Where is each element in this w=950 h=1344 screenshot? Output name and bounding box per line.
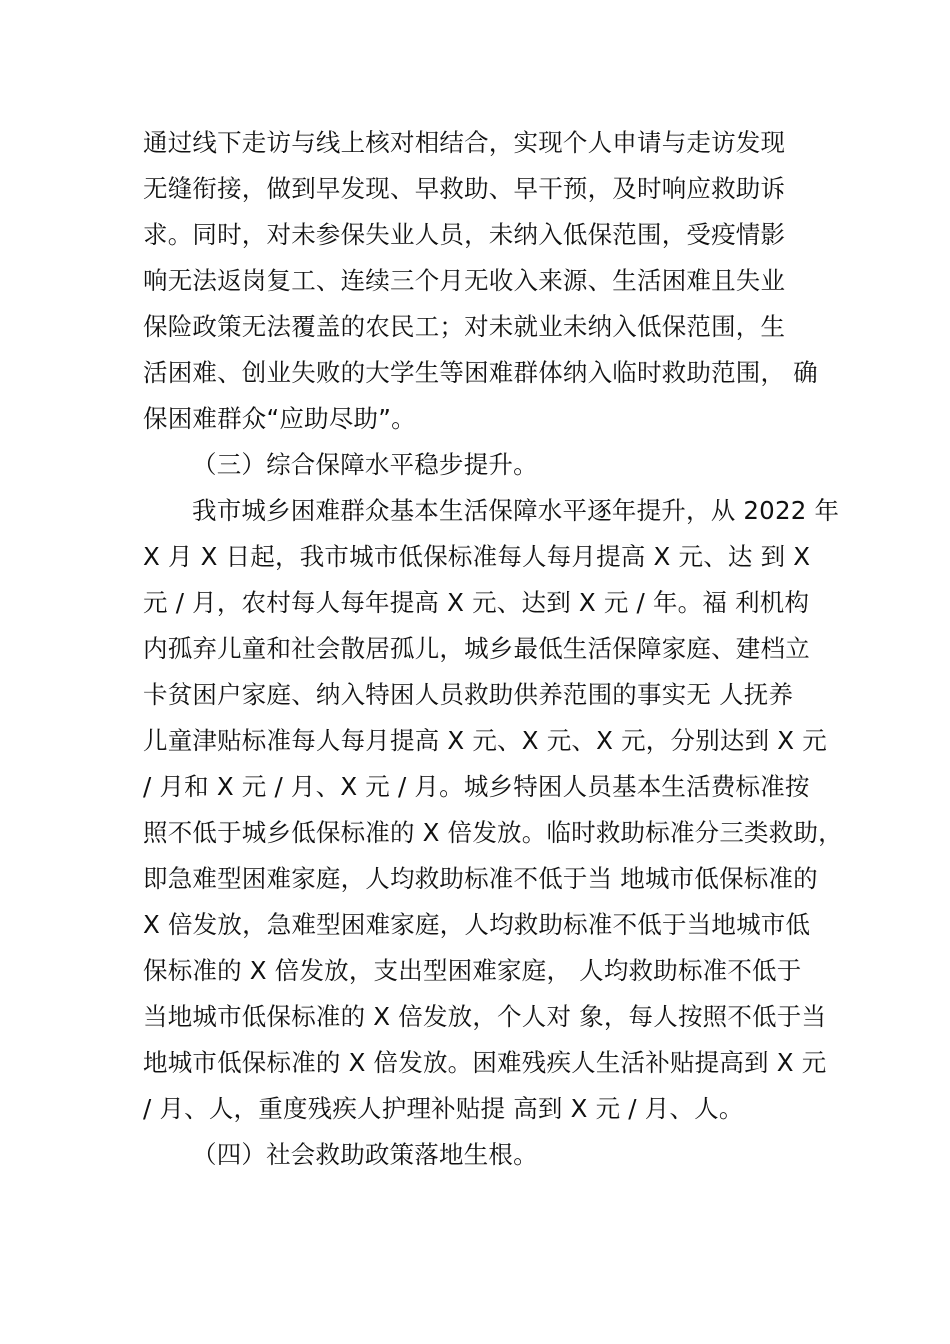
- text-line: X 月 X 日起，我市城市低保标准每人每月提高 X 元、达 到 X: [143, 542, 811, 571]
- section-heading-3: （三）综合保障水平稳步提升。: [192, 450, 538, 479]
- text-line: 保险政策无法覆盖的农民工；对未就业未纳入低保范围，生: [143, 312, 786, 341]
- text-line: 地城市低保标准的 X 倍发放。困难残疾人生活补贴提高到 X 元: [143, 1048, 827, 1077]
- text-line: 照不低于城乡低保标准的 X 倍发放。临时救助标准分三类救助，: [143, 818, 843, 847]
- paragraph-start: 我市城乡困难群众基本生活保障水平逐年提升，从 2022 年: [192, 496, 840, 525]
- text-line: 保困难群众“应助尽助”。: [143, 404, 416, 433]
- text-line: 当地城市低保标准的 X 倍发放，个人对 象，每人按照不低于当: [143, 1002, 827, 1031]
- text-line: 通过线下走访与线上核对相结合，实现个人申请与走访发现: [143, 128, 786, 157]
- section-heading-4: （四）社会救助政策落地生根。: [192, 1140, 538, 1169]
- text-line: 儿童津贴标准每人每月提高 X 元、X 元、X 元，分别达到 X 元: [143, 726, 827, 755]
- text-line: 求。同时，对未参保失业人员，未纳入低保范围，受疫情影: [143, 220, 786, 249]
- text-line: / 月、人，重度残疾人护理补贴提 高到 X 元 / 月、人。: [143, 1094, 744, 1123]
- text-line: 内孤弃儿童和社会散居孤儿，城乡最低生活保障家庭、建档立: [143, 634, 810, 663]
- text-line: 响无法返岗复工、连续三个月无收入来源、生活困难且失业: [143, 266, 786, 295]
- text-line: / 月和 X 元 / 月、X 元 / 月。城乡特困人员基本生活费标准按: [143, 772, 810, 801]
- text-line: 元 / 月，农村每人每年提高 X 元、达到 X 元 / 年。福 利机构: [143, 588, 810, 617]
- body-text: [143, 120, 843, 1178]
- text-line: 卡贫困户家庭、纳入特困人员救助供养范围的事实无 人抚养: [143, 680, 794, 709]
- text-line: 活困难、创业失败的大学生等困难群体纳入临时救助范围， 确: [143, 358, 818, 387]
- text-line: 无缝衔接，做到早发现、早救助、早干预，及时响应救助诉: [143, 174, 786, 203]
- text-line: X 倍发放，急难型困难家庭，人均救助标准不低于当地城市低: [143, 910, 811, 939]
- text-line: 即急难型困难家庭，人均救助标准不低于当 地城市低保标准的: [143, 864, 818, 893]
- text-line: 保标准的 X 倍发放，支出型困难家庭， 人均救助标准不低于: [143, 956, 802, 985]
